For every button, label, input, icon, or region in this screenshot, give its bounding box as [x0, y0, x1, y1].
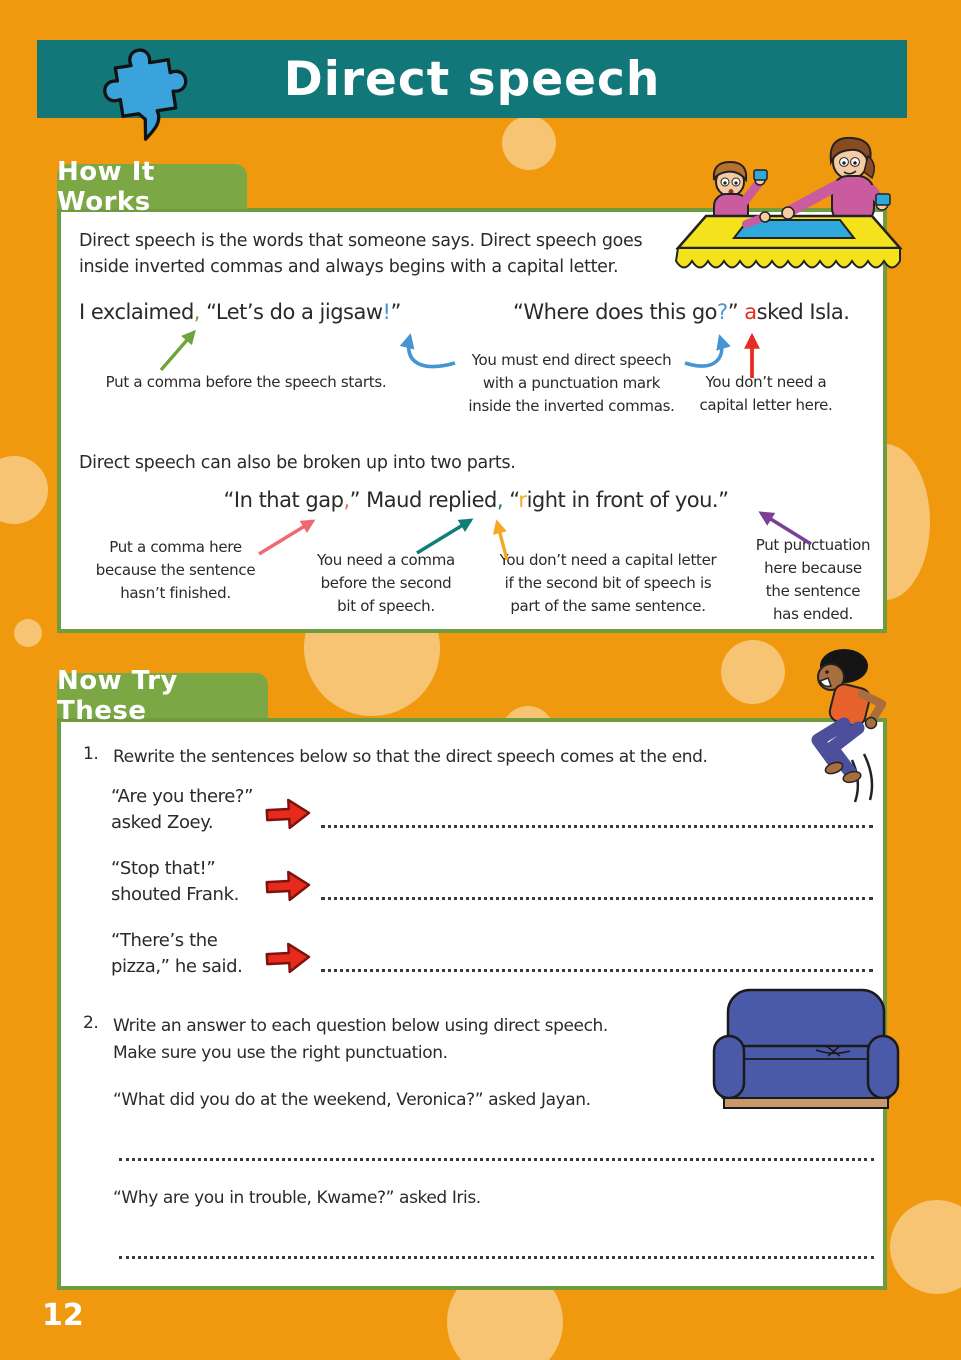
blue-arrow-left: [409, 336, 455, 367]
intro-paragraph: Direct speech is the words that someone says. Direct speech goes inside inverted commas and always begins with a capital letter.: [79, 231, 643, 277]
label-comma-sentence-unfinished: Put a comma here because the sentence hasn’t finished.: [95, 538, 256, 602]
red-arrow-icon: [264, 868, 312, 904]
example-sentence-1: I exclaimed, “Let’s do a jigsaw!”: [79, 300, 401, 324]
bg-circle: [0, 456, 48, 524]
label-no-capital-second-bit: You don’t need a capital letter if the second bit of speech is part of the same sentence.: [499, 551, 717, 615]
how-it-works-label: How It Works: [57, 156, 155, 217]
answer-line[interactable]: [119, 1127, 874, 1161]
red-arrow-icon: [264, 796, 312, 832]
question-1-text: Rewrite the sentences below so that the direct speech comes at the end.: [113, 747, 708, 767]
section-tab-now-try-these: [57, 665, 268, 726]
q1-item-2-prompt: “Stop that!” shouted Frank.: [111, 858, 239, 905]
q1-item-3-prompt: “There’s the pizza,” he said.: [111, 930, 243, 977]
blue-question-mark: ?: [717, 300, 728, 324]
label-comma-before-speech: Put a comma before the speech starts.: [105, 373, 387, 391]
puzzle-piece-icon: [86, 26, 206, 161]
label-end-punctuation: You must end direct speech with a punctuation mark inside the inverted commas.: [468, 351, 675, 415]
answer-line[interactable]: [321, 866, 873, 900]
example-sentence-2: “Where does this go?” asked Isla.: [513, 300, 850, 324]
red-lowercase-a: a: [744, 300, 757, 324]
question-2-number: 2.: [83, 1013, 99, 1033]
bg-circle: [502, 116, 556, 170]
question-2-text: Write an answer to each question below using direct speech. Make sure you use the right punctuation.: [113, 1016, 608, 1063]
blue-exclamation: !: [382, 300, 391, 324]
page-title: Direct speech: [283, 51, 661, 107]
sofa-illustration: [708, 984, 904, 1114]
label-no-capital: You don’t need a capital letter here.: [699, 373, 833, 414]
blue-arrow-right: [685, 337, 722, 366]
q1-item-1-prompt: “Are you there?” asked Zoey.: [111, 786, 254, 833]
example-sentence-3: “In that gap,” Maud replied, “right in front of you.”: [223, 488, 729, 512]
red-arrow-icon: [264, 940, 312, 976]
answer-line[interactable]: [119, 1225, 874, 1259]
answer-line[interactable]: [321, 938, 873, 972]
orange-lowercase-r: r: [518, 488, 527, 512]
green-arrow: [161, 332, 194, 370]
q2-prompt-2: “Why are you in trouble, Kwame?” asked Iris.: [113, 1188, 481, 1208]
label-punctuation-sentence-ended: Put punctuation here because the sentence has ended.: [755, 536, 871, 623]
label-comma-second-bit: You need a comma before the second bit of speech.: [317, 551, 455, 615]
bg-circle: [14, 619, 42, 647]
green-comma: ,: [193, 300, 200, 324]
section-tab-how-it-works: [57, 156, 247, 217]
now-try-these-label: Now Try These: [57, 665, 178, 726]
q2-prompt-1: “What did you do at the weekend, Veronica?” asked Jayan.: [113, 1090, 591, 1110]
question-1-number: 1.: [83, 744, 99, 764]
bg-circle: [890, 1200, 961, 1294]
page-number: 12: [42, 1298, 84, 1333]
teal-comma: ,: [496, 488, 504, 512]
jumping-boy-illustration: [782, 644, 907, 814]
pink-comma: ,: [343, 488, 350, 512]
between-text: Direct speech can also be broken up into two parts.: [79, 453, 516, 473]
bg-circle: [721, 640, 785, 704]
jigsaw-girls-illustration: [668, 120, 908, 288]
